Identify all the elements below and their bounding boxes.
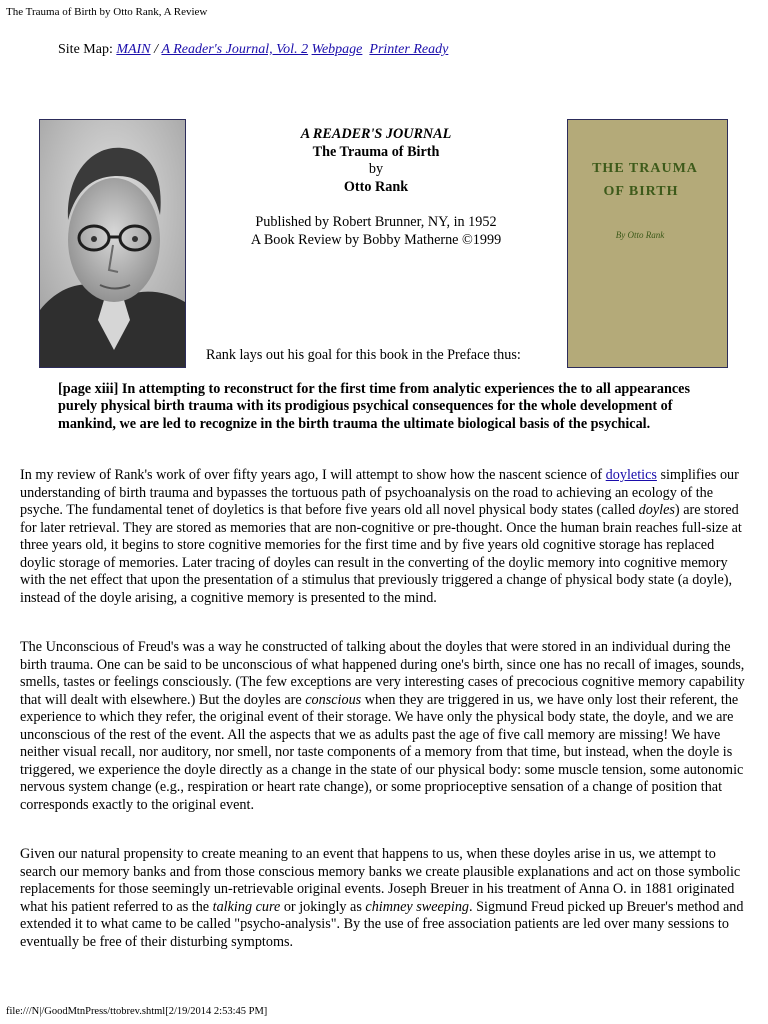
site-map-separator: /: [154, 42, 158, 57]
cover-title-line1: THE TRAUMA: [592, 161, 698, 176]
book-cover: [567, 119, 728, 368]
talking-cure-emphasis: talking cure: [212, 898, 281, 915]
printer-ready-link[interactable]: Printer Ready: [369, 42, 449, 57]
paragraph-2-text-a: The Unconscious of Freud's was a way he constructed of talking about the doyles that were stored in an individual during the birth trauma. One can be said to be unconscious of what happened during one's birth, since one has no recall of images, sounds, smells, tastes or feelings consciously. (The few exceptions are very interesting cases of precocious cognitive memory capability that will dealt with elsewhere.) But the doyles are: [20, 639, 745, 708]
paragraph-2-text-b: when they are triggered in us, we have only lost their referent, the experience to which they refer, the original event of their storage. We have only the physical body state, the doyle, and we are unconscious of the rest of the event. All the aspects that we as adults past the age of five call memory are missing! We have neither visual recall, nor auditory, nor smell, nor taste components of a memory from that time, but instead, when the doyle is triggered, we experience the doyle directly as a change in the state of our physical body: some muscle tension, some autonomic nervous system change (e.g., respiration or heart rate change), or some proprioceptive sensation of a change of position that corresponds exactly to the original event.: [20, 691, 744, 813]
doyles-emphasis: doyles: [638, 502, 675, 518]
author-name: Otto Rank: [343, 178, 409, 195]
doyletics-link[interactable]: doyletics: [605, 467, 657, 483]
paragraph-1: [20, 467, 748, 607]
paragraph-1-text-b: simplifies our understanding of birth trauma and bypasses the tortuous path of psychoanalysis on the road to achieving an ecology of the psyche. The fundamental tenet of doyletics is that before five years old all novel physical body states (called: [20, 467, 739, 518]
site-map-label: Site Map:: [58, 42, 113, 57]
book-cover-image: [568, 120, 727, 367]
journal-title: A READER'S JOURNAL: [300, 126, 452, 142]
page-footer-path: file:///N|/GoodMtnPress/ttobrev.shtml[2/19/2014 2:53:45 PM]: [6, 1006, 268, 1017]
goal-line: Rank lays out his goal for this book in the Preface thus:: [206, 347, 521, 363]
author-portrait: [39, 119, 186, 368]
review-title-block: [196, 126, 556, 249]
paragraph-3-text-b: or jokingly as: [280, 898, 366, 915]
cover-title-line2: OF BIRTH: [603, 184, 679, 199]
by-label: by: [368, 161, 384, 177]
site-map-nav: [58, 41, 448, 58]
cover-author-signature: By Otto Rank: [615, 230, 665, 240]
spacer: [196, 196, 556, 214]
page-header-title: The Trauma of Birth by Otto Rank, A Review: [6, 6, 208, 18]
webpage-link[interactable]: Webpage: [311, 42, 363, 57]
conscious-emphasis: conscious: [305, 691, 362, 708]
main-link[interactable]: MAIN: [116, 42, 151, 57]
preface-quote: [page xiii] In attempting to reconstruct for the first time from analytic experiences the to all appearances purely physical birth trauma with its prodigious psychical consequences for the whole development of mankind, we are led to recognize in the birth trauma the ultimate biological basis of the psychical.: [58, 381, 691, 432]
paragraph-1-text-c: ) are stored for later retrieval. They are stored as memories that are non-cognitive or pre-thought. Once the human brain reaches full-size at three years old, it begins to store cognitive memories for the first time and by five years old cognitive storage has replaced doylic storage of memories. Later tracing of doyles can result in the converting of the doylic memory into cognitive memory with the net effect that upon the presentation of a stimulus that previously triggered a change of physical body state (a doyle), instead of the doyle arising, a cognitive memory is presented to the mind.: [20, 502, 742, 606]
paragraph-1-text-a: In my review of Rank's work of over fifty years ago, I will attempt to show how the nascent science of: [20, 467, 606, 483]
paragraph-3-text-c: . Sigmund Freud picked up Breuer's method and extended it to what came to be called "psycho-analysis". By the use of free association patients are led over many sessions to eventually be free of their disturbing symptoms.: [20, 898, 744, 950]
paragraph-3: [20, 846, 748, 951]
journal-link[interactable]: A Reader's Journal, Vol. 2: [161, 42, 309, 57]
paragraph-3-text-a: Given our natural propensity to create meaning to an event that happens to us, when these doyles arise in us, we attempt to search our memory banks and from those conscious memory banks we create plausible explanations and act on those symbolic replacements for those seemingly un-retrievable original events. Joseph Breuer in his treatment of Anna O. in 1881 originated what his patient referred to as the: [20, 846, 741, 915]
paragraph-2: [20, 639, 748, 814]
review-byline: A Book Review by Bobby Matherne ©1999: [250, 231, 502, 248]
publisher-info: Published by Robert Brunner, NY, in 1952: [255, 214, 497, 230]
book-title: The Trauma of Birth: [312, 143, 440, 160]
author-portrait-image: [40, 120, 185, 367]
chimney-sweeping-emphasis: chimney sweeping: [365, 898, 470, 915]
